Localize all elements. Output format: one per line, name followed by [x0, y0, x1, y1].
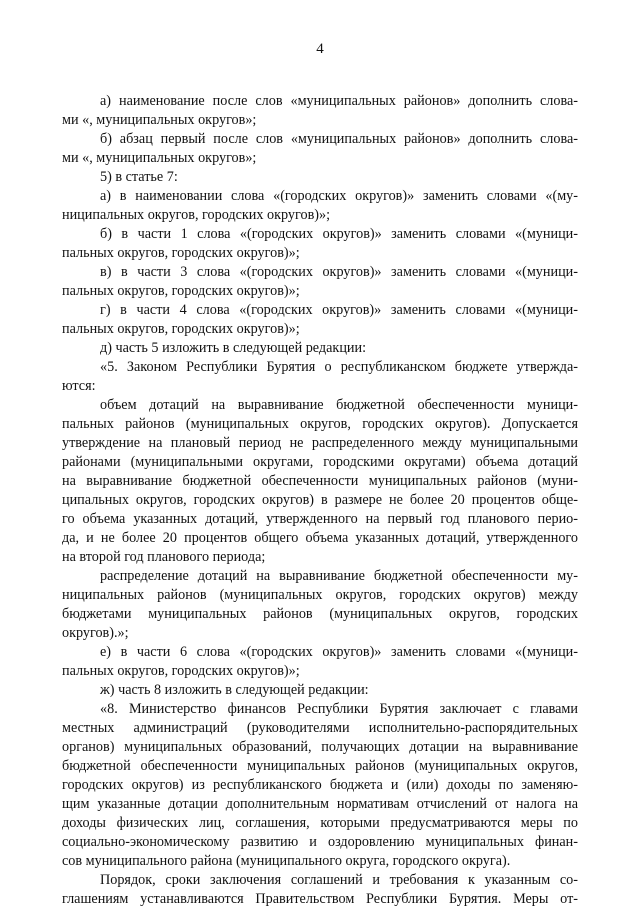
text-line: распределение дотаций на выравнивание бюджетной обеспеченности му- [100, 568, 578, 584]
text-line: объем дотаций на выравнивание бюджетной обеспеченности муници- [100, 397, 578, 413]
text-line: бюджетной обеспеченности муниципальных районов (муниципальных округов, [62, 758, 578, 774]
text-line: ми «, муниципальных округов»; [62, 150, 257, 166]
text-line: ципальных округов, городских округов) в размере не более 20 процентов обще- [62, 492, 578, 508]
text-line: да, и не более 20 процентов общего объема указанных дотаций, утвержденного [62, 530, 578, 546]
text-line: сов муниципального района (муниципального округа, городского округа). [62, 853, 511, 869]
text-line: б) в части 1 слова «(городских округов)» заменить словами «(муници- [100, 226, 578, 242]
text-line: городских округов) из республиканского бюджета и (или) доходы по заменяю- [62, 777, 578, 793]
text-line: ми «, муниципальных округов»; [62, 112, 257, 128]
text-line: е) в части 6 слова «(городских округов)» заменить словами «(муници- [100, 644, 578, 660]
text-line: ниципальных районов (муниципальных округов, городских округов) между [62, 587, 578, 603]
text-line: щим указанные дотации дополнительным нормативам отчислений от налога на [62, 796, 578, 812]
text-line: д) часть 5 изложить в следующей редакции: [100, 340, 367, 356]
document-body [62, 92, 578, 909]
text-line: глашениям устанавливаются Правительством Республики Бурятия. Меры от- [62, 891, 578, 907]
text-line: а) наименование после слов «муниципальных районов» дополнить слова- [100, 93, 578, 109]
text-line: пальных округов, городских округов)»; [62, 321, 300, 337]
text-line: социально-экономическому развитию и оздоровлению муниципальных финан- [62, 834, 578, 850]
text-line: «5. Законом Республики Бурятия о республиканском бюджете утвержда- [100, 359, 578, 375]
text-line: г) в части 4 слова «(городских округов)» заменить словами «(муници- [100, 302, 578, 318]
text-line: органов) муниципальных образований, получающих дотации на выравнивание [62, 739, 578, 755]
text-line: «8. Министерство финансов Республики Бурятия заключает с главами [100, 701, 578, 717]
text-line: ниципальных округов, городских округов)»; [62, 207, 331, 223]
text-line: пальных округов, городских округов)»; [62, 245, 300, 261]
text-line: а) в наименовании слова «(городских округов)» заменить словами «(му- [100, 188, 578, 204]
text-line: 5) в статье 7: [100, 169, 178, 185]
text-line: ются: [62, 378, 96, 394]
text-line: пальных округов, городских округов)»; [62, 663, 300, 679]
text-line: доходы физических лиц, соглашения, которыми предусматриваются меры по [62, 815, 578, 831]
page-number: 4 [316, 41, 324, 57]
text-line: б) абзац первый после слов «муниципальных районов» дополнить слова- [100, 131, 578, 147]
text-line: бюджетами муниципальных районов (муниципальных округов, городских [62, 606, 578, 622]
text-line: местных администраций (руководителями исполнительно-распорядительных [62, 720, 578, 736]
text-line: го объема указанных дотаций, утвержденного на первый год планового перио- [62, 511, 578, 527]
text-line: утверждение на плановый период не распределенного между муниципальными [62, 435, 578, 451]
text-line: на выравнивание бюджетной обеспеченности муниципальных районов (муни- [62, 473, 578, 489]
text-line: Порядок, сроки заключения соглашений и требования к указанным со- [100, 872, 578, 888]
text-line: ж) часть 8 изложить в следующей редакции: [100, 682, 369, 698]
text-line: пальных районов (муниципальных округов, городских округов). Допускается [62, 416, 578, 432]
text-line: округов).»; [62, 625, 129, 641]
text-line: пальных округов, городских округов)»; [62, 283, 300, 299]
text-line: на второй год планового периода; [62, 549, 266, 565]
text-line: районами (муниципальными округами, городскими округами) объема дотаций [62, 454, 578, 470]
text-line: в) в части 3 слова «(городских округов)» заменить словами «(муници- [100, 264, 578, 280]
